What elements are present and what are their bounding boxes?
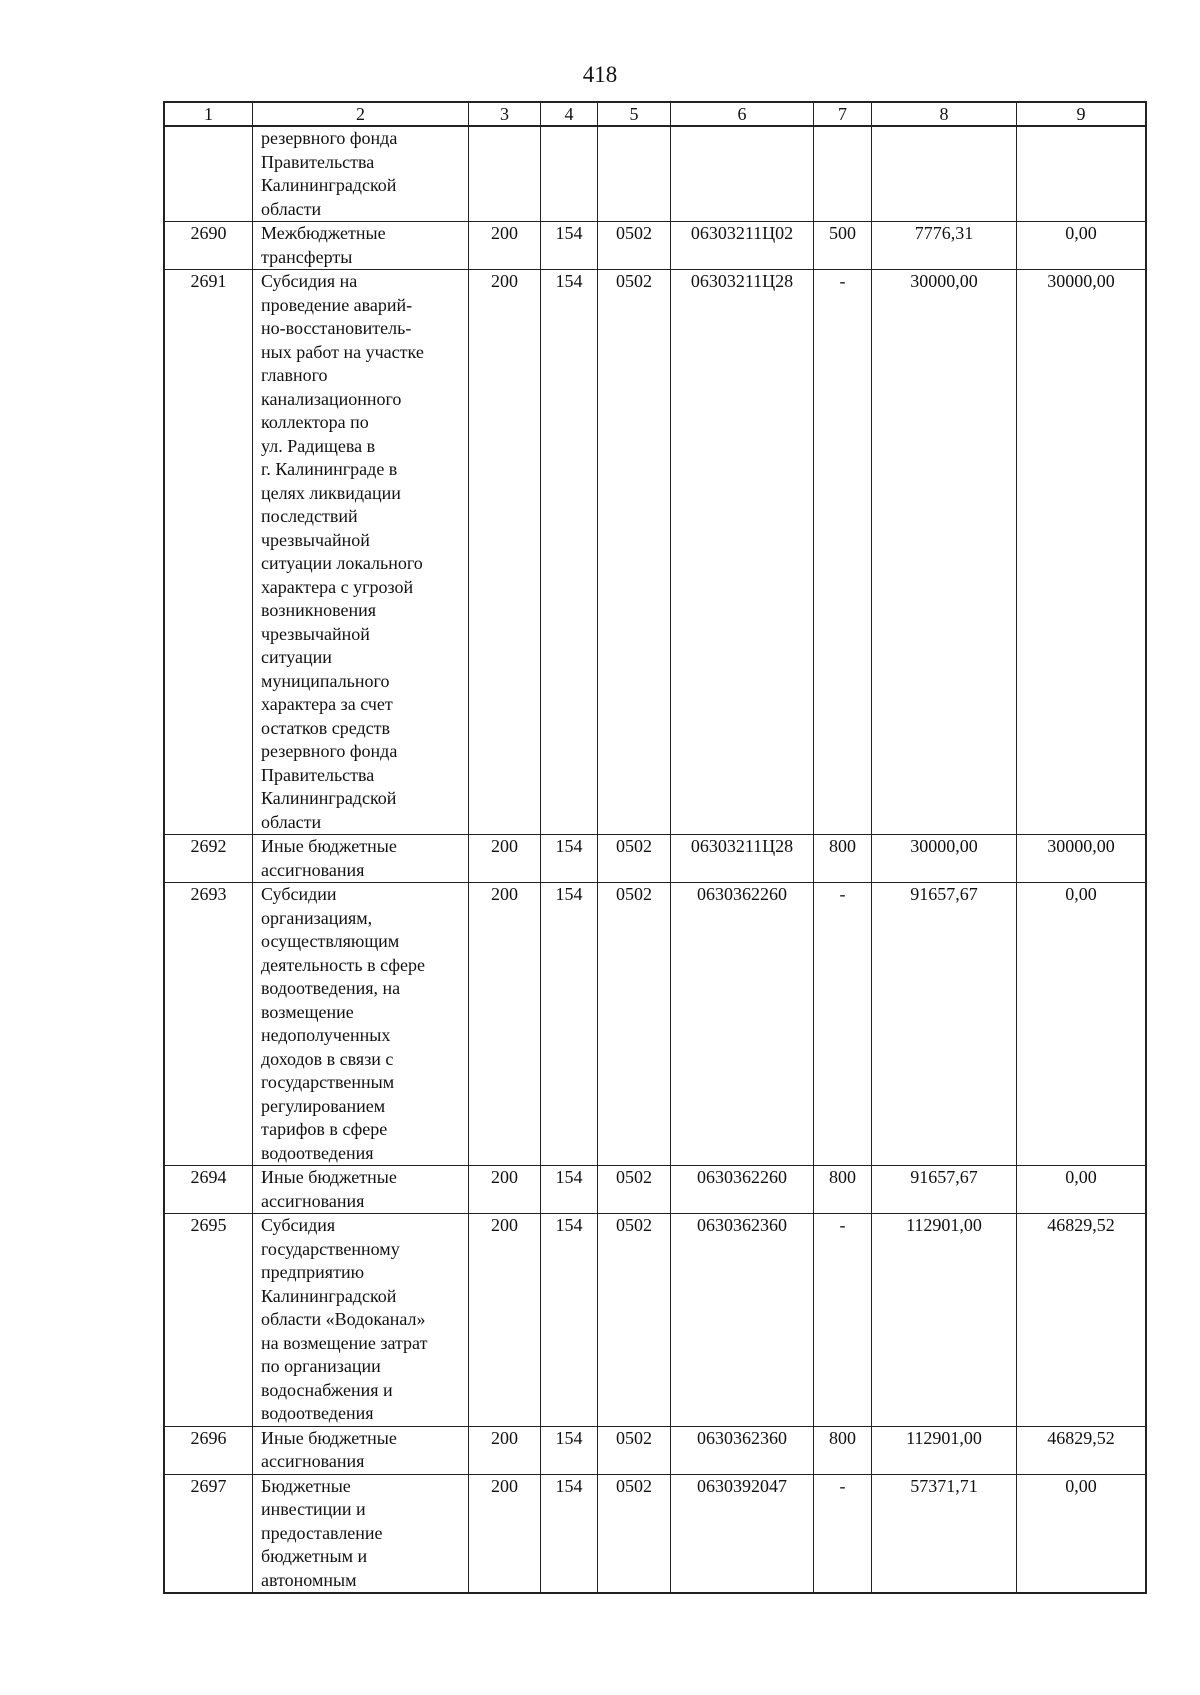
- code-cell: 200: [469, 1166, 541, 1214]
- item-name-cell: Иные бюджетные ассигнования: [253, 1166, 469, 1214]
- amount-cell: 0,00: [1017, 883, 1146, 1166]
- code-cell: 200: [469, 1214, 541, 1427]
- amount-cell: 112901,00: [872, 1214, 1017, 1427]
- column-header: 3: [469, 103, 541, 127]
- code-cell: [814, 126, 872, 222]
- code-cell: 0502: [598, 222, 671, 270]
- amount-cell: 91657,67: [872, 883, 1017, 1166]
- code-cell: [541, 126, 598, 222]
- code-cell: [469, 126, 541, 222]
- amount-cell: 0,00: [1017, 222, 1146, 270]
- amount-cell: [1017, 126, 1146, 222]
- amount-cell: 7776,31: [872, 222, 1017, 270]
- code-cell: 0630362360: [671, 1214, 814, 1427]
- column-header: 8: [872, 103, 1017, 127]
- column-header: 1: [165, 103, 253, 127]
- code-cell: -: [814, 1474, 872, 1593]
- item-name-cell: Межбюджетные трансферты: [253, 222, 469, 270]
- column-header: 7: [814, 103, 872, 127]
- code-cell: 200: [469, 883, 541, 1166]
- row-number-cell: 2690: [165, 222, 253, 270]
- table-row: [165, 835, 1146, 883]
- code-cell: 154: [541, 270, 598, 835]
- code-cell: [598, 126, 671, 222]
- budget-table: [164, 102, 1146, 1593]
- amount-cell: 0,00: [1017, 1474, 1146, 1593]
- column-header: 6: [671, 103, 814, 127]
- table-row: [165, 883, 1146, 1166]
- item-name-cell: Иные бюджетные ассигнования: [253, 1426, 469, 1474]
- amount-cell: 30000,00: [872, 835, 1017, 883]
- item-name-cell: резервного фонда Правительства Калининградской области: [253, 126, 469, 222]
- table-row: [165, 270, 1146, 835]
- amount-cell: 57371,71: [872, 1474, 1017, 1593]
- item-name-cell: Бюджетные инвестиции и предоставление бюджетным и автономным: [253, 1474, 469, 1593]
- table-row: [165, 222, 1146, 270]
- code-cell: 200: [469, 1426, 541, 1474]
- code-cell: -: [814, 1214, 872, 1427]
- table-row: [165, 126, 1146, 222]
- code-cell: 500: [814, 222, 872, 270]
- code-cell: 0502: [598, 883, 671, 1166]
- code-cell: 154: [541, 835, 598, 883]
- row-number-cell: 2697: [165, 1474, 253, 1593]
- code-cell: 154: [541, 222, 598, 270]
- code-cell: 0502: [598, 1214, 671, 1427]
- item-name-cell: Субсидии организациям, осуществляющим деятельность в сфере водоотведения, на возмещение недополученных доходов в связи с государственным регулированием тарифов в сфере водоотведения: [253, 883, 469, 1166]
- column-header: 2: [253, 103, 469, 127]
- row-number-cell: 2694: [165, 1166, 253, 1214]
- row-number-cell: [165, 126, 253, 222]
- code-cell: 154: [541, 883, 598, 1166]
- code-cell: 154: [541, 1474, 598, 1593]
- code-cell: 0502: [598, 835, 671, 883]
- table-row: [165, 1426, 1146, 1474]
- amount-cell: 30000,00: [1017, 270, 1146, 835]
- page-number: 418: [582, 62, 618, 87]
- code-cell: -: [814, 270, 872, 835]
- code-cell: 0630362360: [671, 1426, 814, 1474]
- amount-cell: 46829,52: [1017, 1426, 1146, 1474]
- row-number-cell: 2691: [165, 270, 253, 835]
- item-name-cell: Субсидия на проведение аварий- но-восстановитель- ных работ на участке главного канализационного коллектора по ул. Радищева в г. Калининграде в целях ликвидации последствий чрезвычайной ситуации локального характера с угрозой возникновения чрезвычайной ситуации муниципального характера за счет остатков средств резервного фонда Правительства Калининградской области: [253, 270, 469, 835]
- column-header: 9: [1017, 103, 1146, 127]
- table-row: [165, 1214, 1146, 1427]
- code-cell: 0630392047: [671, 1474, 814, 1593]
- code-cell: 200: [469, 270, 541, 835]
- row-number-cell: 2692: [165, 835, 253, 883]
- item-name-cell: Субсидия государственному предприятию Калининградской области «Водоканал» на возмещение затрат по организации водоснабжения и водоотведения: [253, 1214, 469, 1427]
- amount-cell: 30000,00: [872, 270, 1017, 835]
- code-cell: 0630362260: [671, 1166, 814, 1214]
- code-cell: 800: [814, 1426, 872, 1474]
- code-cell: 0502: [598, 1426, 671, 1474]
- column-header: 4: [541, 103, 598, 127]
- code-cell: 200: [469, 1474, 541, 1593]
- code-cell: 06303211Ц28: [671, 270, 814, 835]
- amount-cell: 30000,00: [1017, 835, 1146, 883]
- table-row: [165, 1474, 1146, 1593]
- amount-cell: 0,00: [1017, 1166, 1146, 1214]
- code-cell: [671, 126, 814, 222]
- code-cell: 154: [541, 1426, 598, 1474]
- table-header-row: [165, 103, 1146, 127]
- code-cell: 0502: [598, 1474, 671, 1593]
- code-cell: 0630362260: [671, 883, 814, 1166]
- code-cell: 0502: [598, 1166, 671, 1214]
- code-cell: 200: [469, 222, 541, 270]
- amount-cell: 91657,67: [872, 1166, 1017, 1214]
- code-cell: 0502: [598, 270, 671, 835]
- amount-cell: [872, 126, 1017, 222]
- row-number-cell: 2695: [165, 1214, 253, 1427]
- code-cell: -: [814, 883, 872, 1166]
- code-cell: 154: [541, 1214, 598, 1427]
- table-row: [165, 1166, 1146, 1214]
- code-cell: 800: [814, 835, 872, 883]
- code-cell: 06303211Ц28: [671, 835, 814, 883]
- code-cell: 154: [541, 1166, 598, 1214]
- amount-cell: 46829,52: [1017, 1214, 1146, 1427]
- column-header: 5: [598, 103, 671, 127]
- code-cell: 800: [814, 1166, 872, 1214]
- code-cell: 06303211Ц02: [671, 222, 814, 270]
- row-number-cell: 2696: [165, 1426, 253, 1474]
- row-number-cell: 2693: [165, 883, 253, 1166]
- code-cell: 200: [469, 835, 541, 883]
- item-name-cell: Иные бюджетные ассигнования: [253, 835, 469, 883]
- amount-cell: 112901,00: [872, 1426, 1017, 1474]
